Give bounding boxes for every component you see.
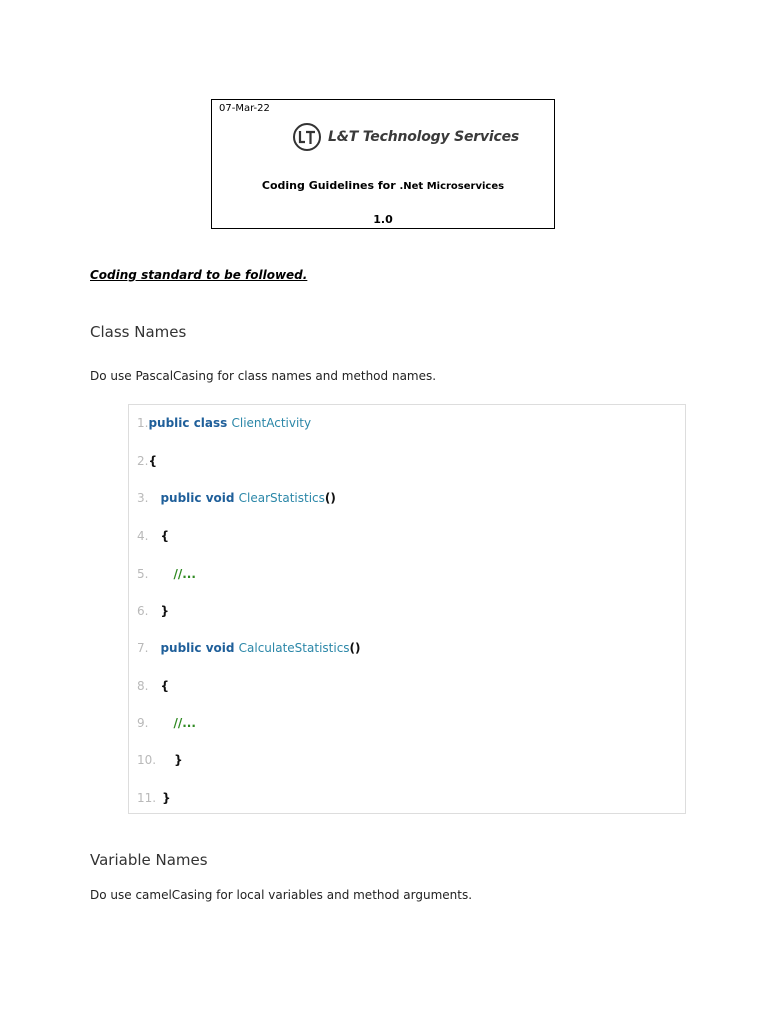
line-number: 9. [137, 716, 149, 730]
code-line [137, 791, 171, 805]
code-comment: //... [173, 567, 196, 581]
code-line [137, 416, 311, 430]
code-text: () [349, 641, 361, 655]
code-text: { [160, 679, 169, 693]
code-line [137, 679, 169, 693]
line-number: 3. [137, 491, 149, 505]
code-line [137, 491, 336, 505]
document-title [212, 179, 554, 192]
intro-heading: Coding standard to be followed. [90, 268, 308, 282]
code-text: } [174, 753, 183, 767]
logo-text: L&T Technology Services [328, 129, 520, 145]
code-identifier: ClearStatistics [238, 491, 325, 505]
section-heading-class-names: Class Names [90, 323, 187, 341]
line-number: 2. [137, 454, 149, 468]
line-number: 10. [137, 753, 157, 767]
code-keyword: public void [160, 491, 239, 505]
code-text: { [148, 454, 157, 468]
line-number: 4. [137, 529, 149, 543]
code-block [128, 404, 686, 814]
code-identifier: CalculateStatistics [238, 641, 350, 655]
section-text-class-names: Do use PascalCasing for class names and method names. [90, 369, 437, 383]
code-line [137, 567, 196, 581]
code-identifier: ClientActivity [231, 416, 312, 430]
title-main: Coding Guidelines for [261, 179, 400, 192]
company-logo [292, 122, 519, 152]
code-text: } [162, 791, 171, 805]
code-line [137, 641, 361, 655]
line-number: 6. [137, 604, 149, 618]
code-text: } [160, 604, 169, 618]
code-line [137, 716, 196, 730]
line-number: 8. [137, 679, 149, 693]
line-number: 5. [137, 567, 149, 581]
code-line [137, 454, 157, 468]
code-keyword: public void [160, 641, 239, 655]
code-comment: //... [173, 716, 196, 730]
document-version: 1.0 [373, 213, 393, 226]
line-number: 11. [137, 791, 157, 805]
title-subject: .Net Microservices [399, 181, 505, 192]
lt-logo-icon [292, 122, 322, 152]
code-line [137, 753, 183, 767]
code-keyword: public class [148, 416, 232, 430]
document-date: 07-Mar-22 [219, 103, 270, 114]
line-number: 7. [137, 641, 149, 655]
code-text: () [324, 491, 336, 505]
title-block [211, 99, 555, 229]
section-heading-variable-names: Variable Names [90, 851, 208, 869]
code-line [137, 604, 169, 618]
section-text-variable-names: Do use camelCasing for local variables and method arguments. [90, 888, 473, 902]
line-number: 1. [137, 416, 149, 430]
code-text: { [160, 529, 169, 543]
code-line [137, 529, 169, 543]
